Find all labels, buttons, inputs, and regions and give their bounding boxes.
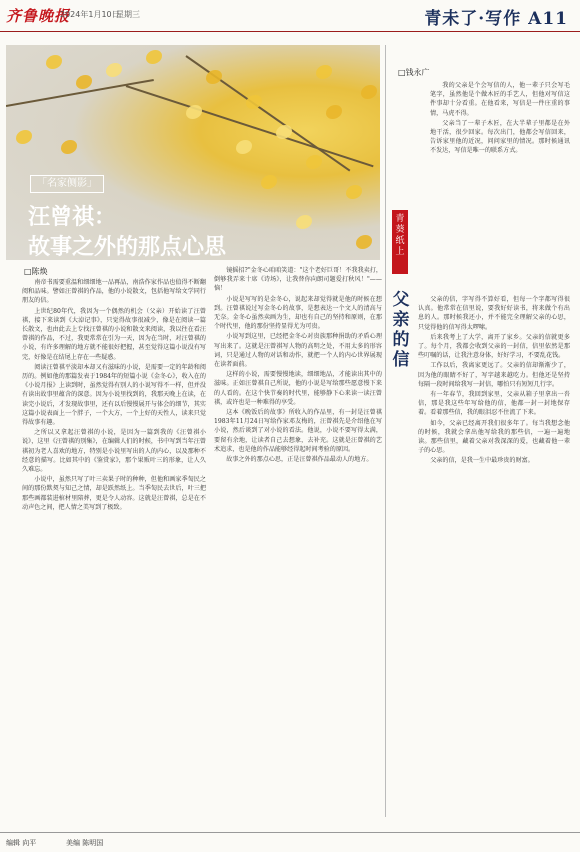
paragraph: 阅读汪曾祺平淡却本却又有滋味的小说，是需要一定的年龄和阅历的。例如他的那篇发表于1984年的短篇小说《金冬心》，收入在的《小说月报》上读到时，虽然觉得有别人的小说写得不一样，但并没有读出故事里蕴含的深意。因为小说里找到的，我那天晚上在读，在读完小说后，才发现故事里，还有以后慢慢展开与体会的细节，其实这篇小说表面上一个胖子，一个大方，一个上好的天性人，读来只觉得故事有趣。 (22, 363, 206, 427)
paragraph: 这本《晚饭后的故事》所收入的作品里，有一封是汪曾祺1983年11月24日写给作家邓友梅的，汪曾祺先是介绍他在写小说，然后谈到了对小说的看法。他说，小说不要写得太满，要留有余地，让读者自己去想象，去补充。这就是汪曾祺的艺术追求，也是他的作品能够经得起时间考验的原因。 (214, 409, 382, 453)
paragraph: 之所以又拿起汪曾祺的小说，是因为一篇到我的《汪曾祺小说》，这里《汪曾祺的别集》，在编辑人们的时候，书中写到当年汪曾祺初为老人喜欢的地方，特别是小说里写出的人的内心，以及那种不经意的描写。比如其中的《鉴赏家》，那个果贩叶三的形象，让人久久难忘。 (22, 429, 206, 474)
right-article-column-top (430, 81, 570, 286)
page-footer (0, 832, 580, 852)
issue-date: 2024年1月10日 (60, 10, 120, 19)
paragraph: 故事之外的那点心思，正是汪曾祺作品最动人的地方。 (226, 456, 373, 464)
footer-editor: 编辑 向平 (6, 839, 37, 847)
paragraph: 工作以后，我离家更远了。父亲的信却渐渐少了，因为他的眼睛不好了，写字越来越吃力。但他还是坚持每隔一段时间给我写一封信，哪怕只有短短几行字。 (418, 362, 570, 388)
left-article-column-b (214, 266, 382, 806)
left-article-column-a (22, 278, 206, 806)
right-article (388, 45, 574, 817)
headline-line-1: 汪曾祺： (28, 204, 117, 230)
right-article-title: 父亲的信 (392, 290, 410, 370)
right-article-column-bottom (418, 295, 570, 810)
paragraph: 如今，父亲已经离开我们很多年了。每当我想念他的时候，我就会拿出他写给我的那些信，一遍一遍地读。那些信里，藏着父亲对我深深的爱，也藏着他一辈子的心思。 (418, 419, 570, 455)
feature-tag: 「名家侧影」 (30, 175, 104, 193)
paragraph: 南帝书需要重温和细细地一品再品，南浩作家作品也值得不断翻阅和品味。譬如汪曾祺的作品，他的小说散文，包括他写给文学同行朋友的信。 (22, 279, 206, 305)
paragraph: 父亲当了一辈子木匠，在大半辈子里都是在外地干活，很少回家。每次出门，他都会写信回来，告诉家里他的近况，问问家里的情况。那时候通讯不发达，写信是唯一的联系方式。 (430, 119, 570, 155)
right-article-tag: 青葵纸上 (392, 210, 408, 274)
paragraph: 小说中，虽然只写了叶三卖果子时的种种，但他和画家季匋民之间的那份默契与知己之情，却是跃然纸上。当季匋民去世后，叶三把那些画都装进棺材里陪葬，更是令人动容。这就是汪曾祺，总是在不动声色之间，把人情之美写到了极致。 (22, 476, 206, 511)
masthead (0, 0, 580, 32)
paragraph: 后来我考上了大学，离开了家乡。父亲的信就更多了。每个月，我都会收到父亲的一封信，信里依然是那些叮嘱的话，让我注意身体，好好学习，不要乱花钱。 (418, 333, 570, 360)
paragraph: 小说写到这里，已经把金冬心对贵族那种捐助的矛盾心理写出来了。这就是汪曾祺写人物的高明之处，不用太多的形容词，只是通过人物的对话和动作，就把一个人的内心世界展现在读者面前。 (214, 333, 382, 369)
column-divider (385, 45, 386, 817)
footer-designer: 美编 陈明国 (66, 839, 104, 847)
paragraph: 父亲的信，字写得不算好看，但每一个字都写得很认真。他常常在信里说，要我好好读书，将来做个有出息的人。那时候我还小，并不能完全理解父亲的心思，只觉得他的信写得太啰嗦。 (418, 296, 570, 331)
feature-image (6, 45, 380, 260)
section-title: 青未了·写作 A11 (424, 9, 568, 29)
feature-headline (28, 202, 278, 260)
right-article-byline: □钱永广 (398, 68, 430, 77)
left-article-byline: □陈焕 (24, 267, 48, 276)
paragraph: 上世纪80年代，我因为一个偶然的机会（父亲）开始读了汪曾祺，接下来读到《大淖记事》，只觉得故事很减少，像是在阅读一篇长散文，也由此去上专找汪曾祺的小说和散文来阅读，我以往在看汪曾祺的作品，不过，我更常常在引为一天，因为在当时，对汪曾祺的小说，有许多理解的地方就不能很好把握，甚至觉得这篇小说没有写完，好像是在结尾上存在一些疑惑。 (22, 307, 206, 361)
paragraph: 小说是写写的是金冬心，说起来却觉得就是他的时候在想到。汪曾祺说过写金冬心的故事，是想表达一个文人的清高与无奈。金冬心虽然卖画为生，却也有自己的坚持和原则，在那个时代里，他的那份坚持显得尤为可贵。 (214, 295, 382, 331)
headline-line-2: 故事之外的那点心思 (28, 234, 227, 260)
paragraph: 有一年春节，我回到家里，父亲从箱子里拿出一沓信，那是我这些年写给他的信，他都一封一封地保存着。看着那些信，我的眼泪忍不住流了下来。 (418, 391, 570, 417)
paragraph: 父亲的信，是我一生中最珍贵的财富。 (430, 457, 534, 465)
paragraph: 镜摇招?"金冬心咱咱笑道："这个老好巨哥！不我我卖打，倒够我弄来十席《诗场》，让我替你向朗司题爱打秋风！"——恼！ (214, 267, 382, 293)
newspaper-logo: 齐鲁晚报 (6, 7, 71, 25)
issue-weekday: 星期三 (116, 10, 140, 19)
paragraph: 这样的小说，需要慢慢地读，细细地品，才能读出其中的滋味。正如汪曾祺自己所说，他的小说是写给那些愿意慢下来的人看的。在这个快节奏的时代里，能够静下心来读一读汪曾祺，或许也是一种难得的享受。 (214, 371, 382, 406)
paragraph: 我的父亲是个会写信的人，他一辈子只会写毛笔字，虽然他是个做木匠的手艺人，但他对写信这件事却十分看重。在他看来，写信是一件庄重的事情，马虎不得。 (430, 82, 570, 117)
